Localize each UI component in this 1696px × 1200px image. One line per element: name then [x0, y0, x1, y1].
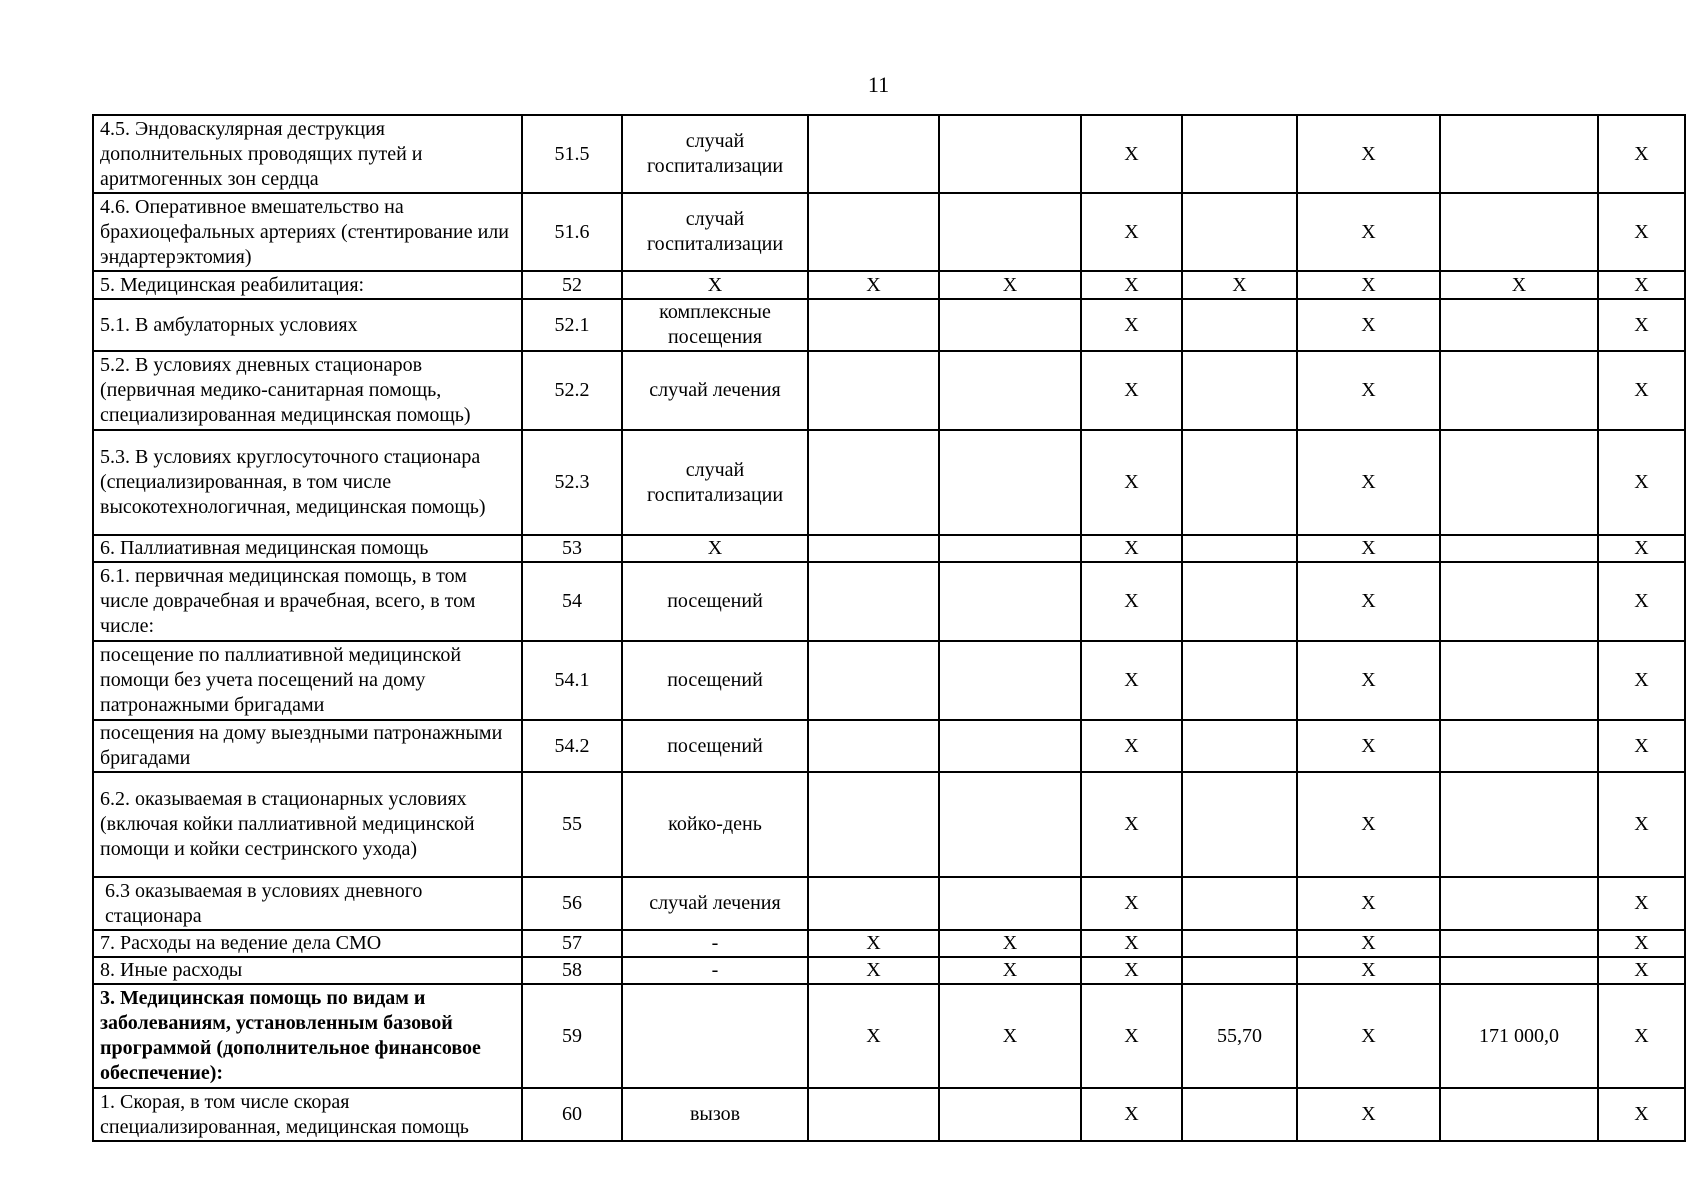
cell-col7	[1182, 562, 1297, 641]
row-name: посещения на дому выездными патронажными бригадами	[93, 720, 522, 772]
row-unit: комплексные посещения	[622, 299, 808, 351]
table-row	[93, 535, 1685, 562]
row-unit: вызов	[622, 1088, 808, 1141]
row-unit: случай госпитализации	[622, 430, 808, 535]
cell-col9	[1440, 1088, 1598, 1141]
cell-col5	[939, 877, 1081, 930]
row-code: 57	[522, 930, 622, 957]
cell-col8: X	[1297, 535, 1440, 562]
cell-col6: X	[1081, 720, 1182, 772]
row-name: 7. Расходы на ведение дела СМО	[93, 930, 522, 957]
cell-col7	[1182, 930, 1297, 957]
cell-col9	[1440, 562, 1598, 641]
cell-col7	[1182, 193, 1297, 271]
table-row	[93, 641, 1685, 720]
cell-col9: 171 000,0	[1440, 984, 1598, 1088]
cell-col7	[1182, 772, 1297, 877]
cell-col7: X	[1182, 271, 1297, 299]
cell-col7	[1182, 1088, 1297, 1141]
cell-col4	[808, 115, 939, 193]
cell-col8: X	[1297, 351, 1440, 430]
cell-col4: X	[808, 930, 939, 957]
cell-col4	[808, 299, 939, 351]
cell-col8: X	[1297, 1088, 1440, 1141]
table-row	[93, 430, 1685, 535]
cell-col7	[1182, 299, 1297, 351]
cell-col8: X	[1297, 562, 1440, 641]
cell-col9	[1440, 957, 1598, 984]
table-row	[93, 772, 1685, 877]
cell-col9	[1440, 877, 1598, 930]
cell-col8: X	[1297, 772, 1440, 877]
cell-col6: X	[1081, 115, 1182, 193]
table-row	[93, 720, 1685, 772]
table-row	[93, 930, 1685, 957]
cell-col5	[939, 1088, 1081, 1141]
row-code: 51.6	[522, 193, 622, 271]
cell-col4	[808, 535, 939, 562]
row-code: 60	[522, 1088, 622, 1141]
table-row	[93, 351, 1685, 430]
cell-col5	[939, 772, 1081, 877]
row-unit: -	[622, 930, 808, 957]
row-unit: посещений	[622, 720, 808, 772]
cell-col8: X	[1297, 271, 1440, 299]
row-code: 54	[522, 562, 622, 641]
cell-col7: 55,70	[1182, 984, 1297, 1088]
cell-col9	[1440, 193, 1598, 271]
cell-col10: X	[1598, 957, 1685, 984]
cell-col9: X	[1440, 271, 1598, 299]
cell-col9	[1440, 930, 1598, 957]
cell-col7	[1182, 535, 1297, 562]
row-name: 5.3. В условиях круглосуточного стационара (специализированная, в том числе высокотехнологичная, медицинская помощь)	[93, 430, 522, 535]
table-row	[93, 957, 1685, 984]
row-name: 5.1. В амбулаторных условиях	[93, 299, 522, 351]
cell-col6: X	[1081, 351, 1182, 430]
row-code: 56	[522, 877, 622, 930]
row-code: 52.3	[522, 430, 622, 535]
cell-col6: X	[1081, 930, 1182, 957]
cell-col6: X	[1081, 984, 1182, 1088]
cell-col8: X	[1297, 193, 1440, 271]
cell-col5	[939, 351, 1081, 430]
cell-col10: X	[1598, 641, 1685, 720]
cell-col8: X	[1297, 115, 1440, 193]
cell-col4	[808, 351, 939, 430]
cell-col9	[1440, 772, 1598, 877]
row-unit	[622, 984, 808, 1088]
row-name: 4.5. Эндоваскулярная деструкция дополнительных проводящих путей и аритмогенных зон сердца	[93, 115, 522, 193]
cell-col4	[808, 641, 939, 720]
row-name: 1. Скорая, в том числе скорая специализированная, медицинская помощь	[93, 1088, 522, 1141]
table-row	[93, 193, 1685, 271]
cell-col6: X	[1081, 430, 1182, 535]
row-name: 6.2. оказываемая в стационарных условиях (включая койки паллиативной медицинской помощи и койки сестринского ухода)	[93, 772, 522, 877]
cell-col5	[939, 430, 1081, 535]
cell-col6: X	[1081, 299, 1182, 351]
page-number: 11	[867, 72, 890, 97]
cell-col9	[1440, 299, 1598, 351]
row-unit: случай лечения	[622, 351, 808, 430]
cell-col4: X	[808, 957, 939, 984]
cell-col4	[808, 877, 939, 930]
cell-col6: X	[1081, 957, 1182, 984]
cell-col9	[1440, 351, 1598, 430]
row-code: 52	[522, 271, 622, 299]
cell-col6: X	[1081, 193, 1182, 271]
cell-col6: X	[1081, 1088, 1182, 1141]
table-row	[93, 562, 1685, 641]
cell-col5: X	[939, 957, 1081, 984]
cell-col5	[939, 535, 1081, 562]
row-unit: посещений	[622, 562, 808, 641]
cell-col10: X	[1598, 535, 1685, 562]
row-unit: койко-день	[622, 772, 808, 877]
cell-col8: X	[1297, 641, 1440, 720]
table-row	[93, 1088, 1685, 1141]
row-code: 53	[522, 535, 622, 562]
cell-col8: X	[1297, 430, 1440, 535]
row-name: посещение по паллиативной медицинской помощи без учета посещений на дому патронажными бригадами	[93, 641, 522, 720]
table-row	[93, 299, 1685, 351]
row-unit: случай госпитализации	[622, 115, 808, 193]
cell-col5: X	[939, 271, 1081, 299]
cell-col10: X	[1598, 1088, 1685, 1141]
cell-col5	[939, 562, 1081, 641]
row-name: 5.2. В условиях дневных стационаров (первичная медико-санитарная помощь, специализированная медицинская помощь)	[93, 351, 522, 430]
cell-col10: X	[1598, 299, 1685, 351]
row-name: 5. Медицинская реабилитация:	[93, 271, 522, 299]
cell-col4	[808, 430, 939, 535]
cell-col9	[1440, 430, 1598, 535]
cell-col10: X	[1598, 562, 1685, 641]
row-unit: случай госпитализации	[622, 193, 808, 271]
cell-col8: X	[1297, 299, 1440, 351]
cell-col5	[939, 193, 1081, 271]
cell-col10: X	[1598, 720, 1685, 772]
cell-col5	[939, 720, 1081, 772]
row-code: 51.5	[522, 115, 622, 193]
cell-col7	[1182, 641, 1297, 720]
cell-col8: X	[1297, 957, 1440, 984]
row-code: 55	[522, 772, 622, 877]
cell-col4	[808, 1088, 939, 1141]
cell-col6: X	[1081, 772, 1182, 877]
cell-col10: X	[1598, 772, 1685, 877]
cell-col8: X	[1297, 720, 1440, 772]
table-row	[93, 984, 1685, 1088]
cell-col7	[1182, 877, 1297, 930]
cell-col4: X	[808, 271, 939, 299]
row-name: 6.1. первичная медицинская помощь, в том числе доврачебная и врачебная, всего, в том числе:	[93, 562, 522, 641]
cell-col6: X	[1081, 877, 1182, 930]
cell-col10: X	[1598, 115, 1685, 193]
cell-col8: X	[1297, 930, 1440, 957]
table-row	[93, 877, 1685, 930]
cell-col6: X	[1081, 535, 1182, 562]
cell-col4	[808, 720, 939, 772]
cell-col10: X	[1598, 193, 1685, 271]
cell-col5	[939, 115, 1081, 193]
cell-col5	[939, 299, 1081, 351]
cell-col10: X	[1598, 877, 1685, 930]
row-name: 8. Иные расходы	[93, 957, 522, 984]
row-unit: X	[622, 535, 808, 562]
row-code: 54.1	[522, 641, 622, 720]
data-table	[92, 114, 1686, 1142]
row-code: 58	[522, 957, 622, 984]
cell-col9	[1440, 115, 1598, 193]
row-code: 54.2	[522, 720, 622, 772]
row-name: 6. Паллиативная медицинская помощь	[93, 535, 522, 562]
row-unit: случай лечения	[622, 877, 808, 930]
cell-col7	[1182, 720, 1297, 772]
cell-col6: X	[1081, 641, 1182, 720]
row-unit: посещений	[622, 641, 808, 720]
cell-col7	[1182, 957, 1297, 984]
cell-col4	[808, 772, 939, 877]
cell-col6: X	[1081, 562, 1182, 641]
cell-col9	[1440, 720, 1598, 772]
row-code: 52.1	[522, 299, 622, 351]
table-row	[93, 271, 1685, 299]
cell-col10: X	[1598, 930, 1685, 957]
cell-col7	[1182, 115, 1297, 193]
cell-col6: X	[1081, 271, 1182, 299]
row-name: 3. Медицинская помощь по видам и заболеваниям, установленным базовой программой (дополнительное финансовое обеспечение):	[93, 984, 522, 1088]
row-unit: -	[622, 957, 808, 984]
cell-col7	[1182, 351, 1297, 430]
cell-col10: X	[1598, 271, 1685, 299]
table-row	[93, 115, 1685, 193]
cell-col7	[1182, 430, 1297, 535]
cell-col10: X	[1598, 430, 1685, 535]
row-name: 4.6. Оперативное вмешательство на брахиоцефальных артериях (стентирование или эндартерэктомия)	[93, 193, 522, 271]
cell-col4: X	[808, 984, 939, 1088]
cell-col5: X	[939, 930, 1081, 957]
cell-col4	[808, 193, 939, 271]
cell-col5	[939, 641, 1081, 720]
row-code: 52.2	[522, 351, 622, 430]
cell-col8: X	[1297, 984, 1440, 1088]
cell-col10: X	[1598, 984, 1685, 1088]
cell-col8: X	[1297, 877, 1440, 930]
row-name: 6.3 оказываемая в условиях дневного стационара	[93, 877, 522, 930]
cell-col4	[808, 562, 939, 641]
cell-col5: X	[939, 984, 1081, 1088]
row-code: 59	[522, 984, 622, 1088]
cell-col9	[1440, 641, 1598, 720]
cell-col10: X	[1598, 351, 1685, 430]
cell-col9	[1440, 535, 1598, 562]
row-unit: X	[622, 271, 808, 299]
